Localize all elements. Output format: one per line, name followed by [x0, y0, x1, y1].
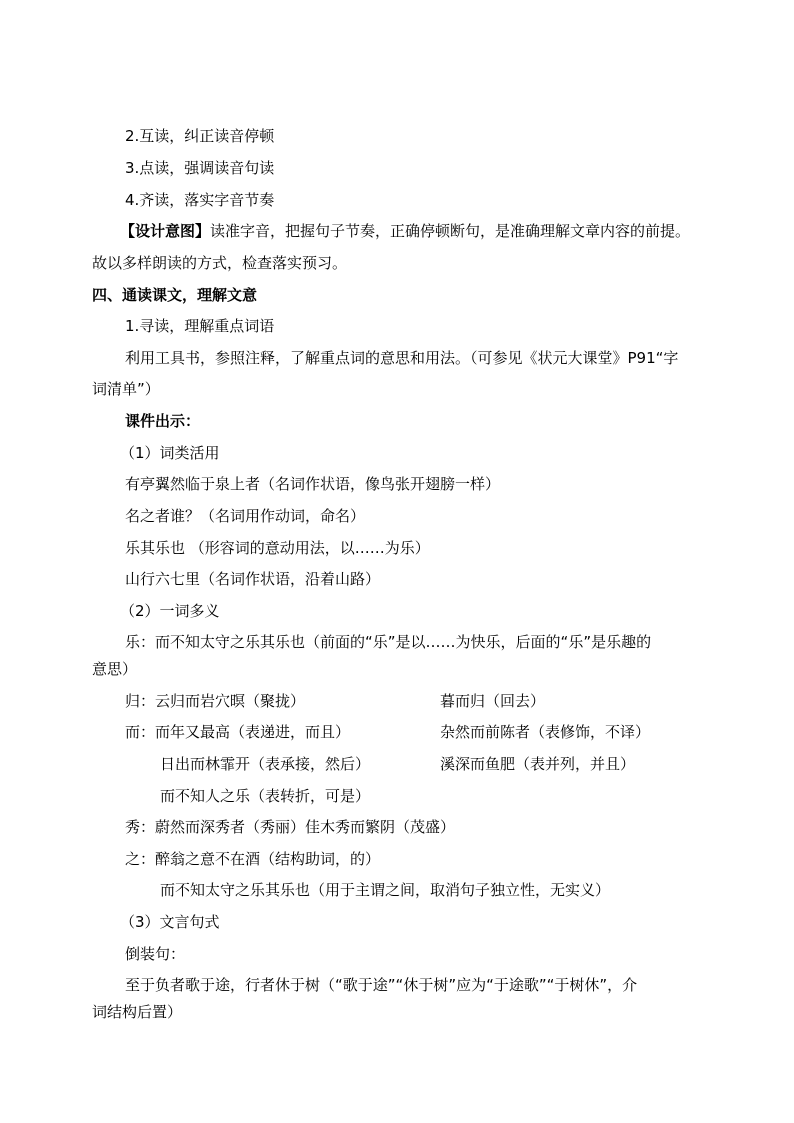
design-intent-tag: 【设计意图】: [120, 222, 211, 240]
document-page: 2.互读，纠正读音停顿 3.点读，强调读音句读 4.齐读，落实字音节奏 【设计意图】读准字音，把握句子节奏，正确停顿断句，是准确理解文章内容的前提。 故以多样朗读的方式，检查落实预习。 四、通读课文，理解文意 1.寻读，理解重点词语 利用工具书，参照注释，了解重点词的意思和用法。（可参见《状元大课堂》P91“字 词清单”） 课件出示： （1）词类活用 有亭翼然临于泉上者（名词作状语，像鸟张开翅膀一样） 名之者谁？（名词用作动词，命名） 乐其乐也 （形容词的意动用法，以……为乐） 山行六七里（名词作状语，沿着山路） （2）一词多义 乐：而不知太守之乐其乐也（前面的“乐”是以……为快乐，后面的“乐”是乐趣的 意思） 归：云归而岩穴暝（聚拢） 暮而归（回去） 而：而年又最高（表递进，而且） 杂然而前陈者（表修饰，不译） 日出而林霏开（表承接，然后） 溪深而鱼肥（表并列，并且） 而不知人之乐（表转折，可是） 秀：蔚然而深秀者（秀丽）佳木秀而繁阴（茂盛） 之：醉翁之意不在酒（结构助词，的） 而不知太守之乐其乐也（用于主谓之间，取消句子独立性，无实义） （3）文言句式 倒装句： 至于负者歌于途，行者休于树（“歌于途”“休于树”应为“于途歌”“于树休”，介 词结构后置）: [92, 127, 691, 1021]
